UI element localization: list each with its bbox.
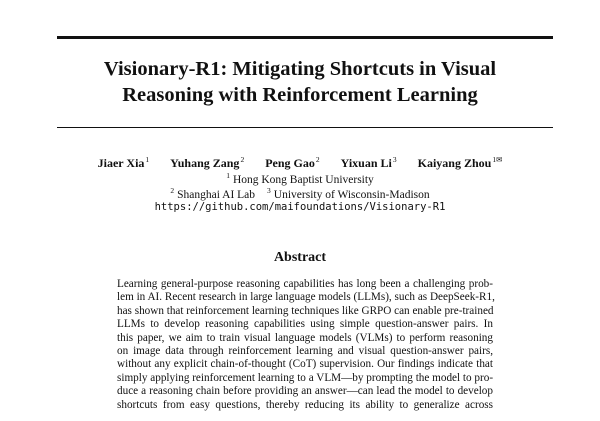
author-name: Peng Gao — [265, 156, 315, 170]
affiliation-mark: 2 — [170, 186, 175, 195]
abstract-line: on image data through reinforcement learning and visual question-answer pairs, — [117, 344, 493, 357]
author-mark: 1 — [145, 155, 150, 164]
author-name: Yixuan Li — [340, 156, 392, 170]
author-list — [0, 155, 600, 171]
author-mark: 1✉ — [492, 155, 503, 164]
author-name: Yuhang Zang — [170, 156, 240, 170]
author — [341, 155, 397, 171]
author-mark: 3 — [392, 155, 397, 164]
abstract-line: lem in AI. Recent research in large language models (LLMs), such as DeepSeek-R1, — [117, 291, 495, 304]
affiliation-name: Hong Kong Baptist University — [232, 173, 374, 186]
paper-title — [0, 56, 600, 108]
author — [265, 155, 319, 171]
affiliation-mark: 1 — [226, 171, 230, 180]
abstract-heading: Abstract — [273, 250, 327, 265]
abstract-line: without any explicit chain-of-thought (CoT) supervision. Our findings indicate that — [117, 358, 493, 371]
affiliation-mark: 3 — [267, 186, 271, 195]
abstract-line: this paper, we aim to train visual language models (VLMs) to perform reasoning — [117, 331, 493, 344]
abstract-line: shortcuts from easy questions, thereby reducing its ability to generalize across — [117, 398, 493, 411]
repository-link[interactable]: https://github.com/maifoundations/Visionary-R1 — [154, 201, 446, 213]
author — [418, 155, 503, 171]
title-line-2: Reasoning with Reinforcement Learning — [122, 84, 478, 106]
abstract-body — [117, 278, 493, 412]
author — [98, 155, 150, 171]
abstract-line: duce a reasoning chain before providing an answer—can lead the model to develop — [117, 385, 493, 398]
affiliation-line-1 — [0, 171, 600, 186]
abstract-line: has shown that reinforcement learning techniques like GRPO can enable pre-trained — [117, 304, 494, 317]
title-bottom-rule — [57, 127, 553, 128]
author-name: Jiaer Xia — [97, 156, 145, 170]
author-mark: 2 — [240, 155, 245, 164]
abstract-line: LLMs to develop reasoning capabilities using simple question-answer pairs. In — [117, 318, 493, 331]
affiliation-name: Shanghai AI Lab — [177, 188, 256, 201]
title-top-rule — [57, 36, 553, 39]
title-line-1: Visionary-R1: Mitigating Shortcuts in Visual — [103, 58, 497, 80]
affiliation-line-2 — [0, 186, 600, 201]
abstract-line: simply applying reinforcement learning to a VLM—by prompting the model to pro- — [117, 371, 494, 384]
affiliation-name: University of Wisconsin-Madison — [273, 188, 430, 201]
author-mark: 2 — [315, 155, 320, 164]
abstract-line: Learning general-purpose reasoning capabilities has long been a challenging prob- — [117, 278, 493, 290]
author — [170, 155, 244, 171]
author-name: Kaiyang Zhou — [417, 156, 492, 170]
